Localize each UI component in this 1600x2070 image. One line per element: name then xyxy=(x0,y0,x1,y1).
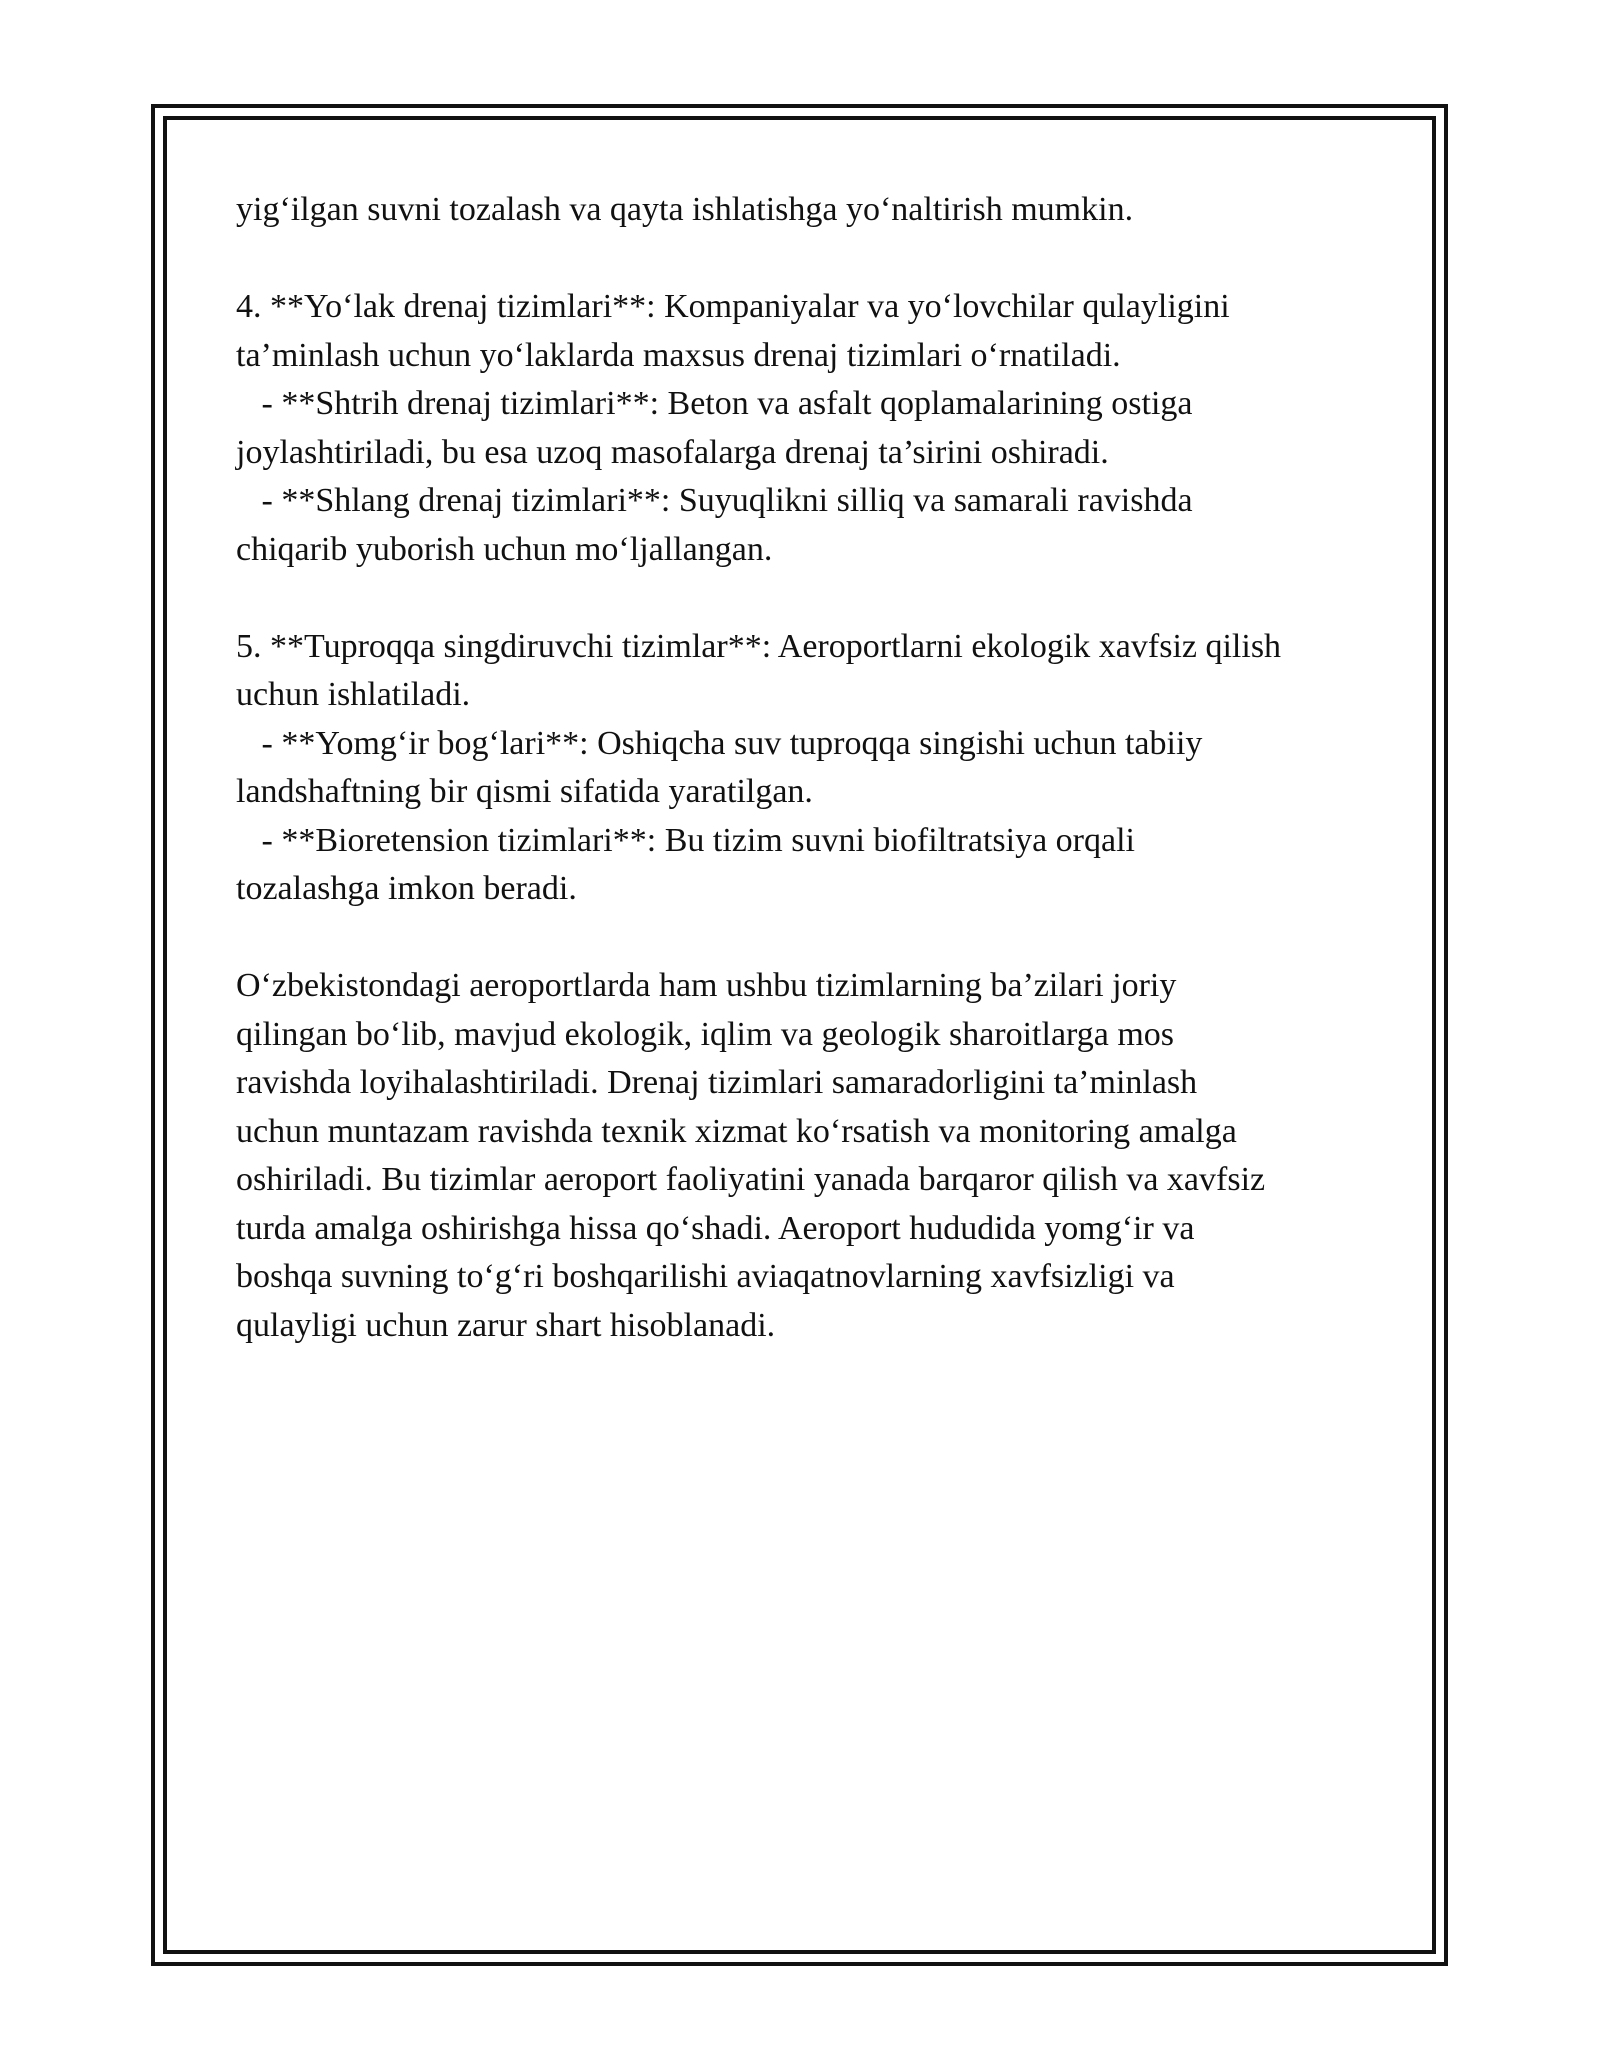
text-line: turda amalga oshirishga hissa qo‘shadi. Aeroport hududida yomg‘ir va xyxy=(236,1209,1195,1247)
text-line: ta’minlash uchun yo‘laklarda maxsus drenaj tizimlari o‘rnatiladi. xyxy=(236,336,1121,374)
text-line: - **Yomg‘ir bog‘lari**: Oshiqcha suv tuproqqa singishi uchun tabiiy xyxy=(236,724,1203,762)
paragraph-gap xyxy=(236,574,1376,623)
text-line: 5. **Tuproqqa singdiruvchi tizimlar**: Aeroportlarni ekologik xavfsiz qilish xyxy=(236,627,1282,665)
text-line: - **Shtrih drenaj tizimlari**: Beton va asfalt qoplamalarining ostiga xyxy=(236,385,1193,422)
text-line: uchun ishlatiladi. xyxy=(236,676,471,713)
text-line: joylashtiriladi, bu esa uzoq masofalarga drenaj ta’sirini oshiradi. xyxy=(236,433,1109,471)
text-line: - **Shlang drenaj tizimlari**: Suyuqlikni silliq va samarali ravishda xyxy=(236,482,1193,519)
text-line: boshqa suvning to‘g‘ri boshqarilishi aviaqatnovlarning xavfsizligi va xyxy=(236,1258,1175,1295)
text-line: yig‘ilgan suvni tozalash va qayta ishlatishga yo‘naltirish mumkin. xyxy=(236,191,1134,228)
text-line: tozalashga imkon beradi. xyxy=(236,870,577,907)
text-line: 4. **Yo‘lak drenaj tizimlari**: Kompaniyalar va yo‘lovchilar qulayligini xyxy=(236,288,1230,325)
text-line: ravishda loyihalashtiriladi. Drenaj tizimlari samaradorligini ta’minlash xyxy=(236,1064,1198,1101)
text-line: uchun muntazam ravishda texnik xizmat ko‘rsatish va monitoring amalga xyxy=(236,1112,1237,1150)
text-line: chiqarib yuborish uchun mo‘ljallangan. xyxy=(236,530,773,568)
text-line: O‘zbekistondagi aeroportlarda ham ushbu tizimlarning ba’zilari joriy xyxy=(236,967,1177,1004)
document-body xyxy=(236,186,1376,1350)
text-line: - **Bioretension tizimlari**: Bu tizim suvni biofiltratsiya orqali xyxy=(236,821,1135,859)
text-line: landshaftning bir qismi sifatida yaratilgan. xyxy=(236,773,813,810)
text-line: qulayligi uchun zarur shart hisoblanadi. xyxy=(236,1306,776,1344)
text-line: oshiriladi. Bu tizimlar aeroport faoliyatini yanada barqaror qilish va xavfsiz xyxy=(236,1161,1266,1198)
paragraph-gap xyxy=(236,235,1376,284)
text-line: qilingan bo‘lib, mavjud ekologik, iqlim va geologik sharoitlarga mos xyxy=(236,1015,1175,1053)
paragraph-gap xyxy=(236,914,1376,963)
